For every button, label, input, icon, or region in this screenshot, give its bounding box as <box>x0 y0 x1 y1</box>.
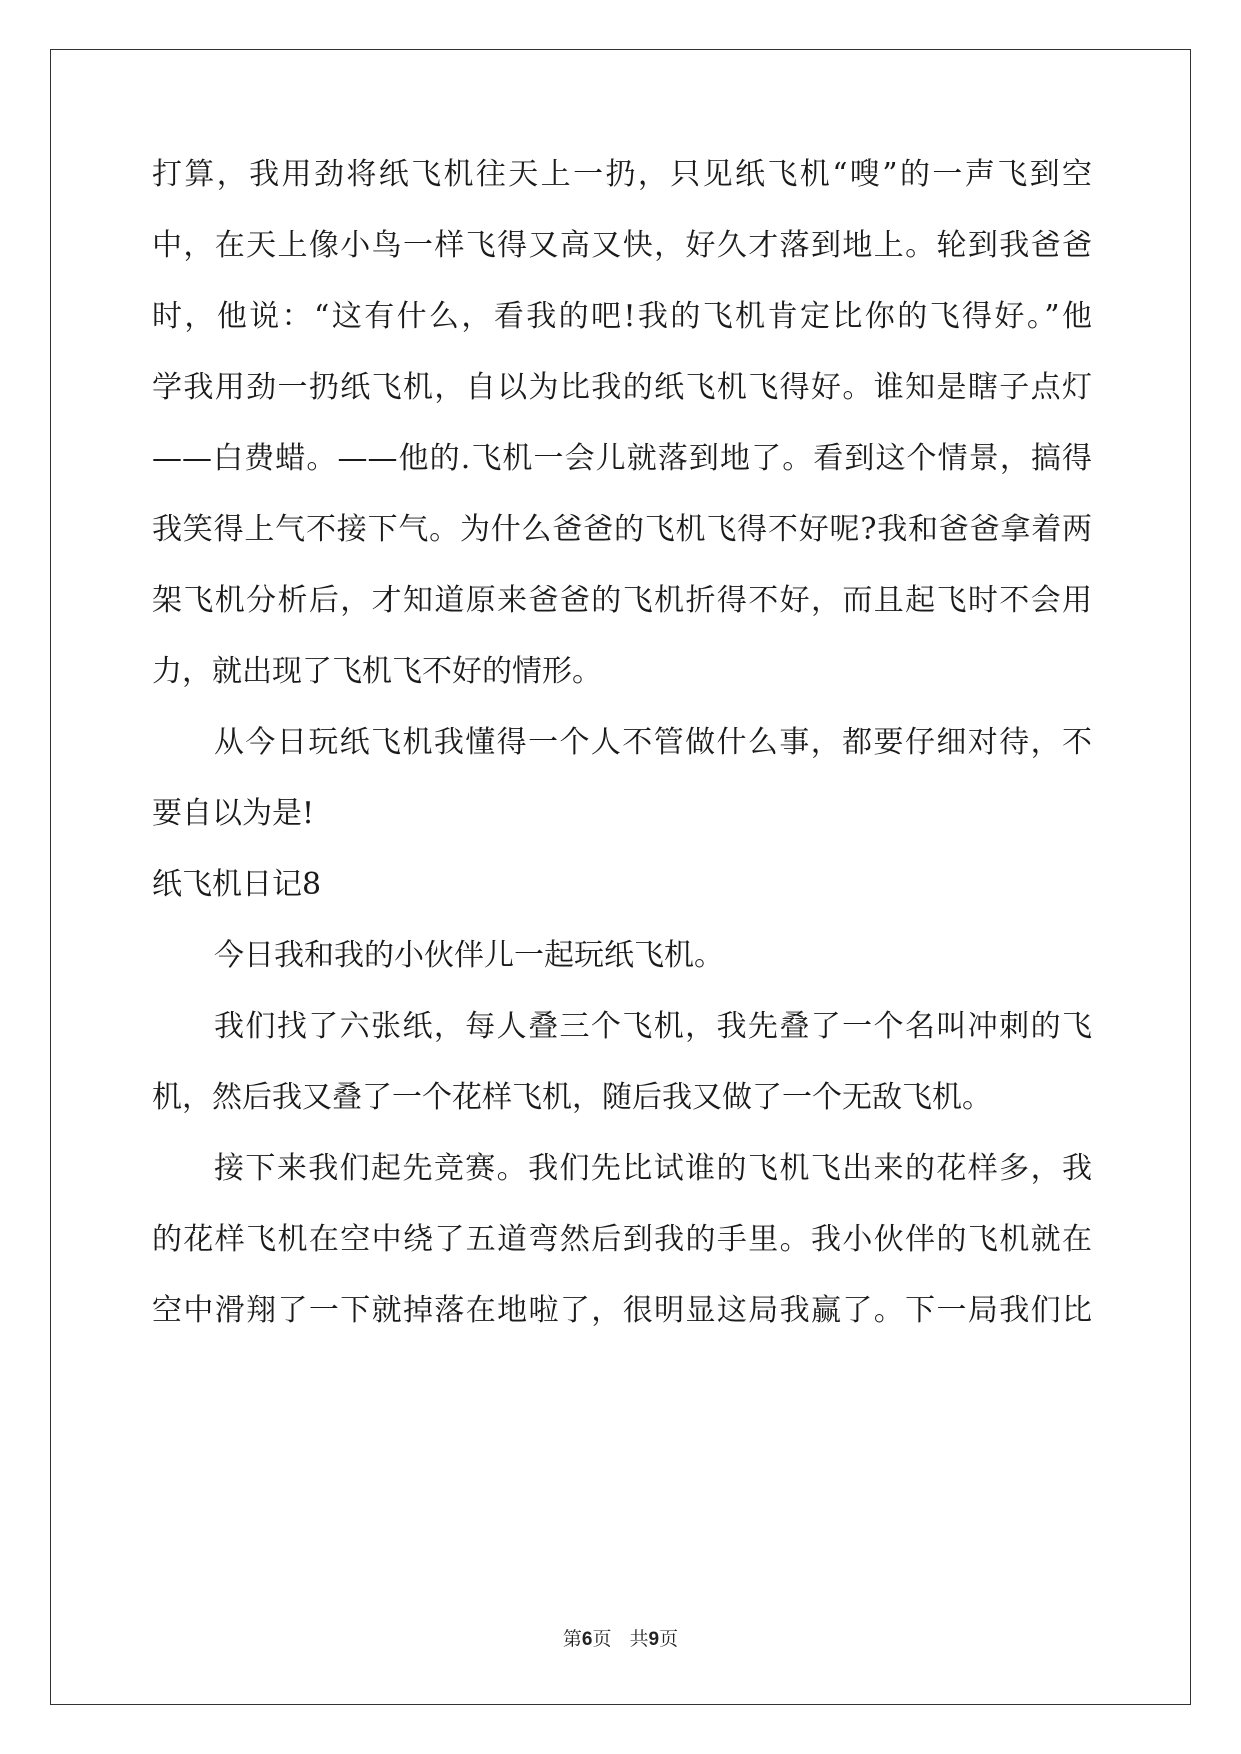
footer-total-unit: 页 <box>659 1628 679 1650</box>
text-line: 打算，我用劲将纸飞机往天上一扔，只见纸飞机“嗖”的一声飞到空 <box>152 157 1092 192</box>
text-line: 学我用劲一扔纸飞机，自以为比我的纸飞机飞得好。谁知是瞎子点灯 <box>152 370 1092 405</box>
text-line: ——白费蜡。——他的.飞机一会儿就落到地了。看到这个情景，搞得 <box>152 441 1092 476</box>
footer-page-unit: 页 <box>592 1628 612 1650</box>
text-line: 中，在天上像小鸟一样飞得又高又快，好久才落到地上。轮到我爸爸 <box>152 228 1092 263</box>
paragraph-first-line: 今日我和我的小伙伴儿一起玩纸飞机。 <box>214 938 724 973</box>
text-line: 力，就出现了飞机飞不好的情形。 <box>152 654 602 689</box>
footer-total-pages: 9 <box>648 1629 660 1650</box>
paragraph-first-line: 我们找了六张纸，每人叠三个飞机，我先叠了一个名叫冲刺的飞 <box>214 1009 1092 1044</box>
footer-total-prefix: 共 <box>629 1628 649 1650</box>
text-line: 空中滑翔了一下就掉落在地啦了，很明显这局我赢了。下一局我们比 <box>152 1293 1092 1328</box>
section-heading: 纸飞机日记8 <box>152 867 322 902</box>
text-line: 时，他说：“这有什么，看我的吧!我的飞机肯定比你的飞得好。”他 <box>152 299 1092 334</box>
paragraph-first-line: 从今日玩纸飞机我懂得一个人不管做什么事，都要仔细对待，不 <box>214 725 1092 760</box>
footer-page-prefix: 第 <box>562 1628 582 1650</box>
text-line: 我笑得上气不接下气。为什么爸爸的飞机飞得不好呢?我和爸爸拿着两 <box>152 512 1092 547</box>
text-line: 要自以为是! <box>152 796 315 831</box>
text-line: 的花样飞机在空中绕了五道弯然后到我的手里。我小伙伴的飞机就在 <box>152 1222 1092 1257</box>
paragraph-first-line: 接下来我们起先竞赛。我们先比试谁的飞机飞出来的花样多，我 <box>214 1151 1092 1186</box>
footer-current-page: 6 <box>581 1629 593 1650</box>
text-line: 架飞机分析后，才知道原来爸爸的飞机折得不好，而且起飞时不会用 <box>152 583 1092 618</box>
page-footer <box>0 1626 1241 1653</box>
text-line: 机，然后我又叠了一个花样飞机，随后我又做了一个无敌飞机。 <box>152 1080 992 1115</box>
